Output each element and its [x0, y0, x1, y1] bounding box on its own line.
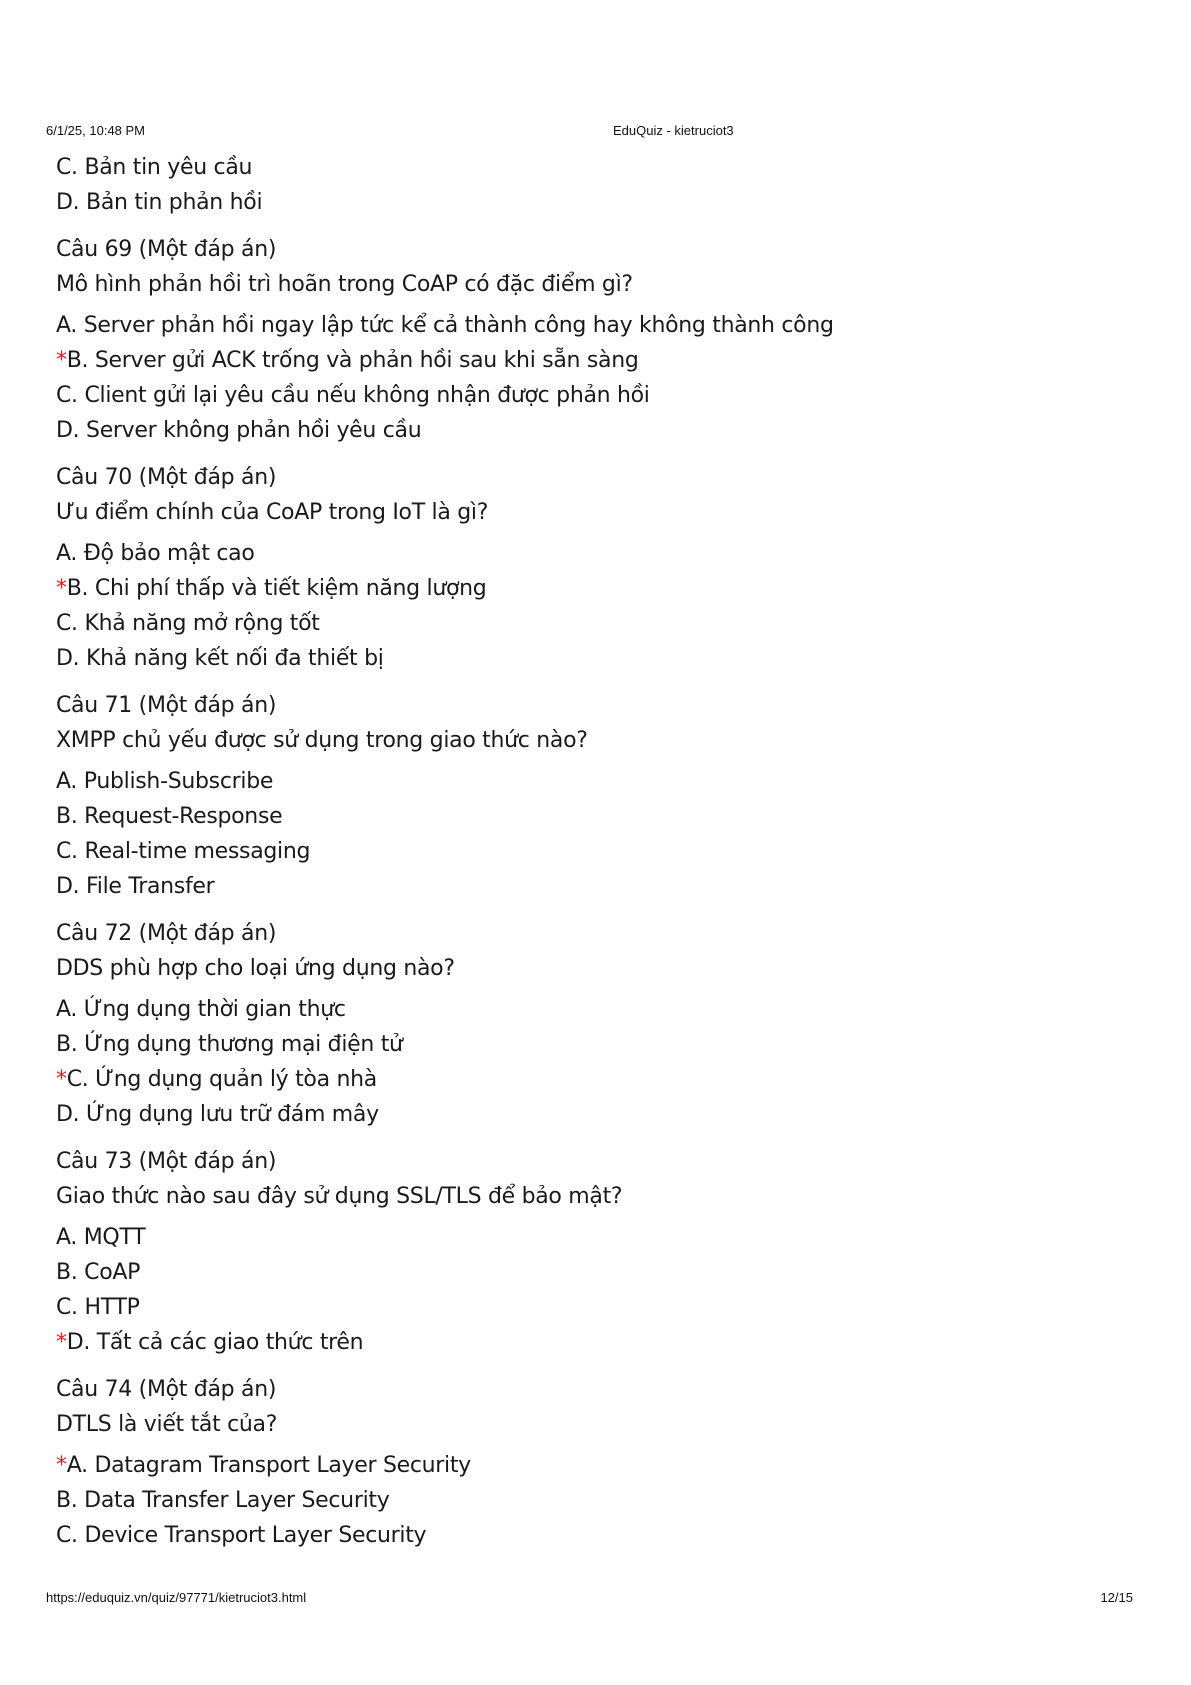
question-title: Câu 71 (Một đáp án)	[56, 693, 277, 718]
option-a	[56, 308, 1116, 343]
question-71	[56, 688, 1116, 904]
option-text: A. Độ bảo mật cao	[56, 541, 255, 566]
option-a	[56, 1220, 1116, 1255]
print-footer	[46, 1590, 1145, 1606]
option-a-correct	[56, 1448, 1116, 1483]
question-text: Ưu điểm chính của CoAP trong IoT là gì?	[56, 500, 489, 525]
option-text: A. Ứng dụng thời gian thực	[56, 997, 346, 1022]
option-text: A. MQTT	[56, 1225, 146, 1250]
option-text: C. Device Transport Layer Security	[56, 1523, 427, 1548]
option-text: C. HTTP	[56, 1295, 140, 1320]
question-text: XMPP chủ yếu được sử dụng trong giao thức nào?	[56, 728, 588, 753]
question-text: DTLS là viết tắt của?	[56, 1412, 278, 1437]
option-d	[56, 1097, 1116, 1132]
option-d	[56, 869, 1116, 904]
option-text: D. Ứng dụng lưu trữ đám mây	[56, 1102, 379, 1127]
option-a	[56, 536, 1116, 571]
option-c	[56, 834, 1116, 869]
option-c	[56, 1518, 1116, 1553]
option-d	[56, 641, 1116, 676]
option-text: C. Client gửi lại yêu cầu nếu không nhận được phản hồi	[56, 383, 650, 408]
option-text: D. Tất cả các giao thức trên	[66, 1330, 364, 1355]
option-d	[56, 413, 1116, 448]
question-text: Mô hình phản hồi trì hoãn trong CoAP có đặc điểm gì?	[56, 272, 633, 297]
option-b	[56, 1483, 1116, 1518]
option-a	[56, 992, 1116, 1027]
question-title: Câu 74 (Một đáp án)	[56, 1377, 277, 1402]
question-text: DDS phù hợp cho loại ứng dụng nào?	[56, 956, 455, 981]
option-text: B. Data Transfer Layer Security	[56, 1488, 390, 1513]
question-title: Câu 72 (Một đáp án)	[56, 921, 277, 946]
print-datetime: 6/1/25, 10:48 PM	[46, 123, 146, 138]
option-b	[56, 1255, 1116, 1290]
correct-marker: *	[56, 1330, 67, 1355]
option-b	[56, 1027, 1116, 1062]
print-url[interactable]: https://eduquiz.vn/quiz/97771/kietruciot3.html	[46, 1590, 307, 1605]
option-b-correct	[56, 571, 1116, 606]
option-text: D. Server không phản hồi yêu cầu	[56, 418, 422, 443]
option-text: C. Real-time messaging	[56, 839, 311, 864]
option-carryover-d	[56, 185, 1116, 220]
question-title: Câu 73 (Một đáp án)	[56, 1149, 277, 1174]
option-text: C. Khả năng mở rộng tốt	[56, 611, 320, 636]
option-text: A. Datagram Transport Layer Security	[66, 1453, 471, 1478]
option-text: B. Chi phí thấp và tiết kiệm năng lượng	[66, 576, 487, 601]
page-number: 12/15	[1100, 1590, 1133, 1605]
option-text: C. Ứng dụng quản lý tòa nhà	[66, 1067, 377, 1092]
option-c	[56, 1290, 1116, 1325]
option-d-correct	[56, 1325, 1116, 1360]
option-a	[56, 764, 1116, 799]
option-text: D. Khả năng kết nối đa thiết bị	[56, 646, 384, 671]
option-text: C. Bản tin yêu cầu	[56, 155, 253, 180]
option-text: A. Server phản hồi ngay lập tức kể cả thành công hay không thành công	[56, 313, 834, 338]
quiz-content	[56, 150, 1116, 1553]
option-text: D. Bản tin phản hồi	[56, 190, 263, 215]
option-text: B. Request-Response	[56, 804, 283, 829]
option-text: B. Server gửi ACK trống và phản hồi sau khi sẵn sàng	[66, 348, 639, 373]
question-title: Câu 70 (Một đáp án)	[56, 465, 277, 490]
option-c	[56, 606, 1116, 641]
option-text: A. Publish-Subscribe	[56, 769, 274, 794]
carryover-options	[56, 150, 1116, 220]
option-b	[56, 799, 1116, 834]
option-text: B. CoAP	[56, 1260, 141, 1285]
question-72	[56, 916, 1116, 1132]
correct-marker: *	[56, 348, 67, 373]
question-text: Giao thức nào sau đây sử dụng SSL/TLS để bảo mật?	[56, 1184, 623, 1209]
option-c-correct	[56, 1062, 1116, 1097]
correct-marker: *	[56, 1453, 67, 1478]
question-74	[56, 1372, 1116, 1553]
option-text: D. File Transfer	[56, 874, 215, 899]
option-text: B. Ứng dụng thương mại điện tử	[56, 1032, 403, 1057]
question-70	[56, 460, 1116, 676]
question-title: Câu 69 (Một đáp án)	[56, 237, 277, 262]
option-c	[56, 378, 1116, 413]
question-73	[56, 1144, 1116, 1360]
question-69	[56, 232, 1116, 448]
option-b-correct	[56, 343, 1116, 378]
correct-marker: *	[56, 1067, 67, 1092]
option-carryover-c	[56, 150, 1116, 185]
print-header	[46, 123, 1145, 139]
correct-marker: *	[56, 576, 67, 601]
print-title: EduQuiz - kietruciot3	[613, 123, 734, 138]
